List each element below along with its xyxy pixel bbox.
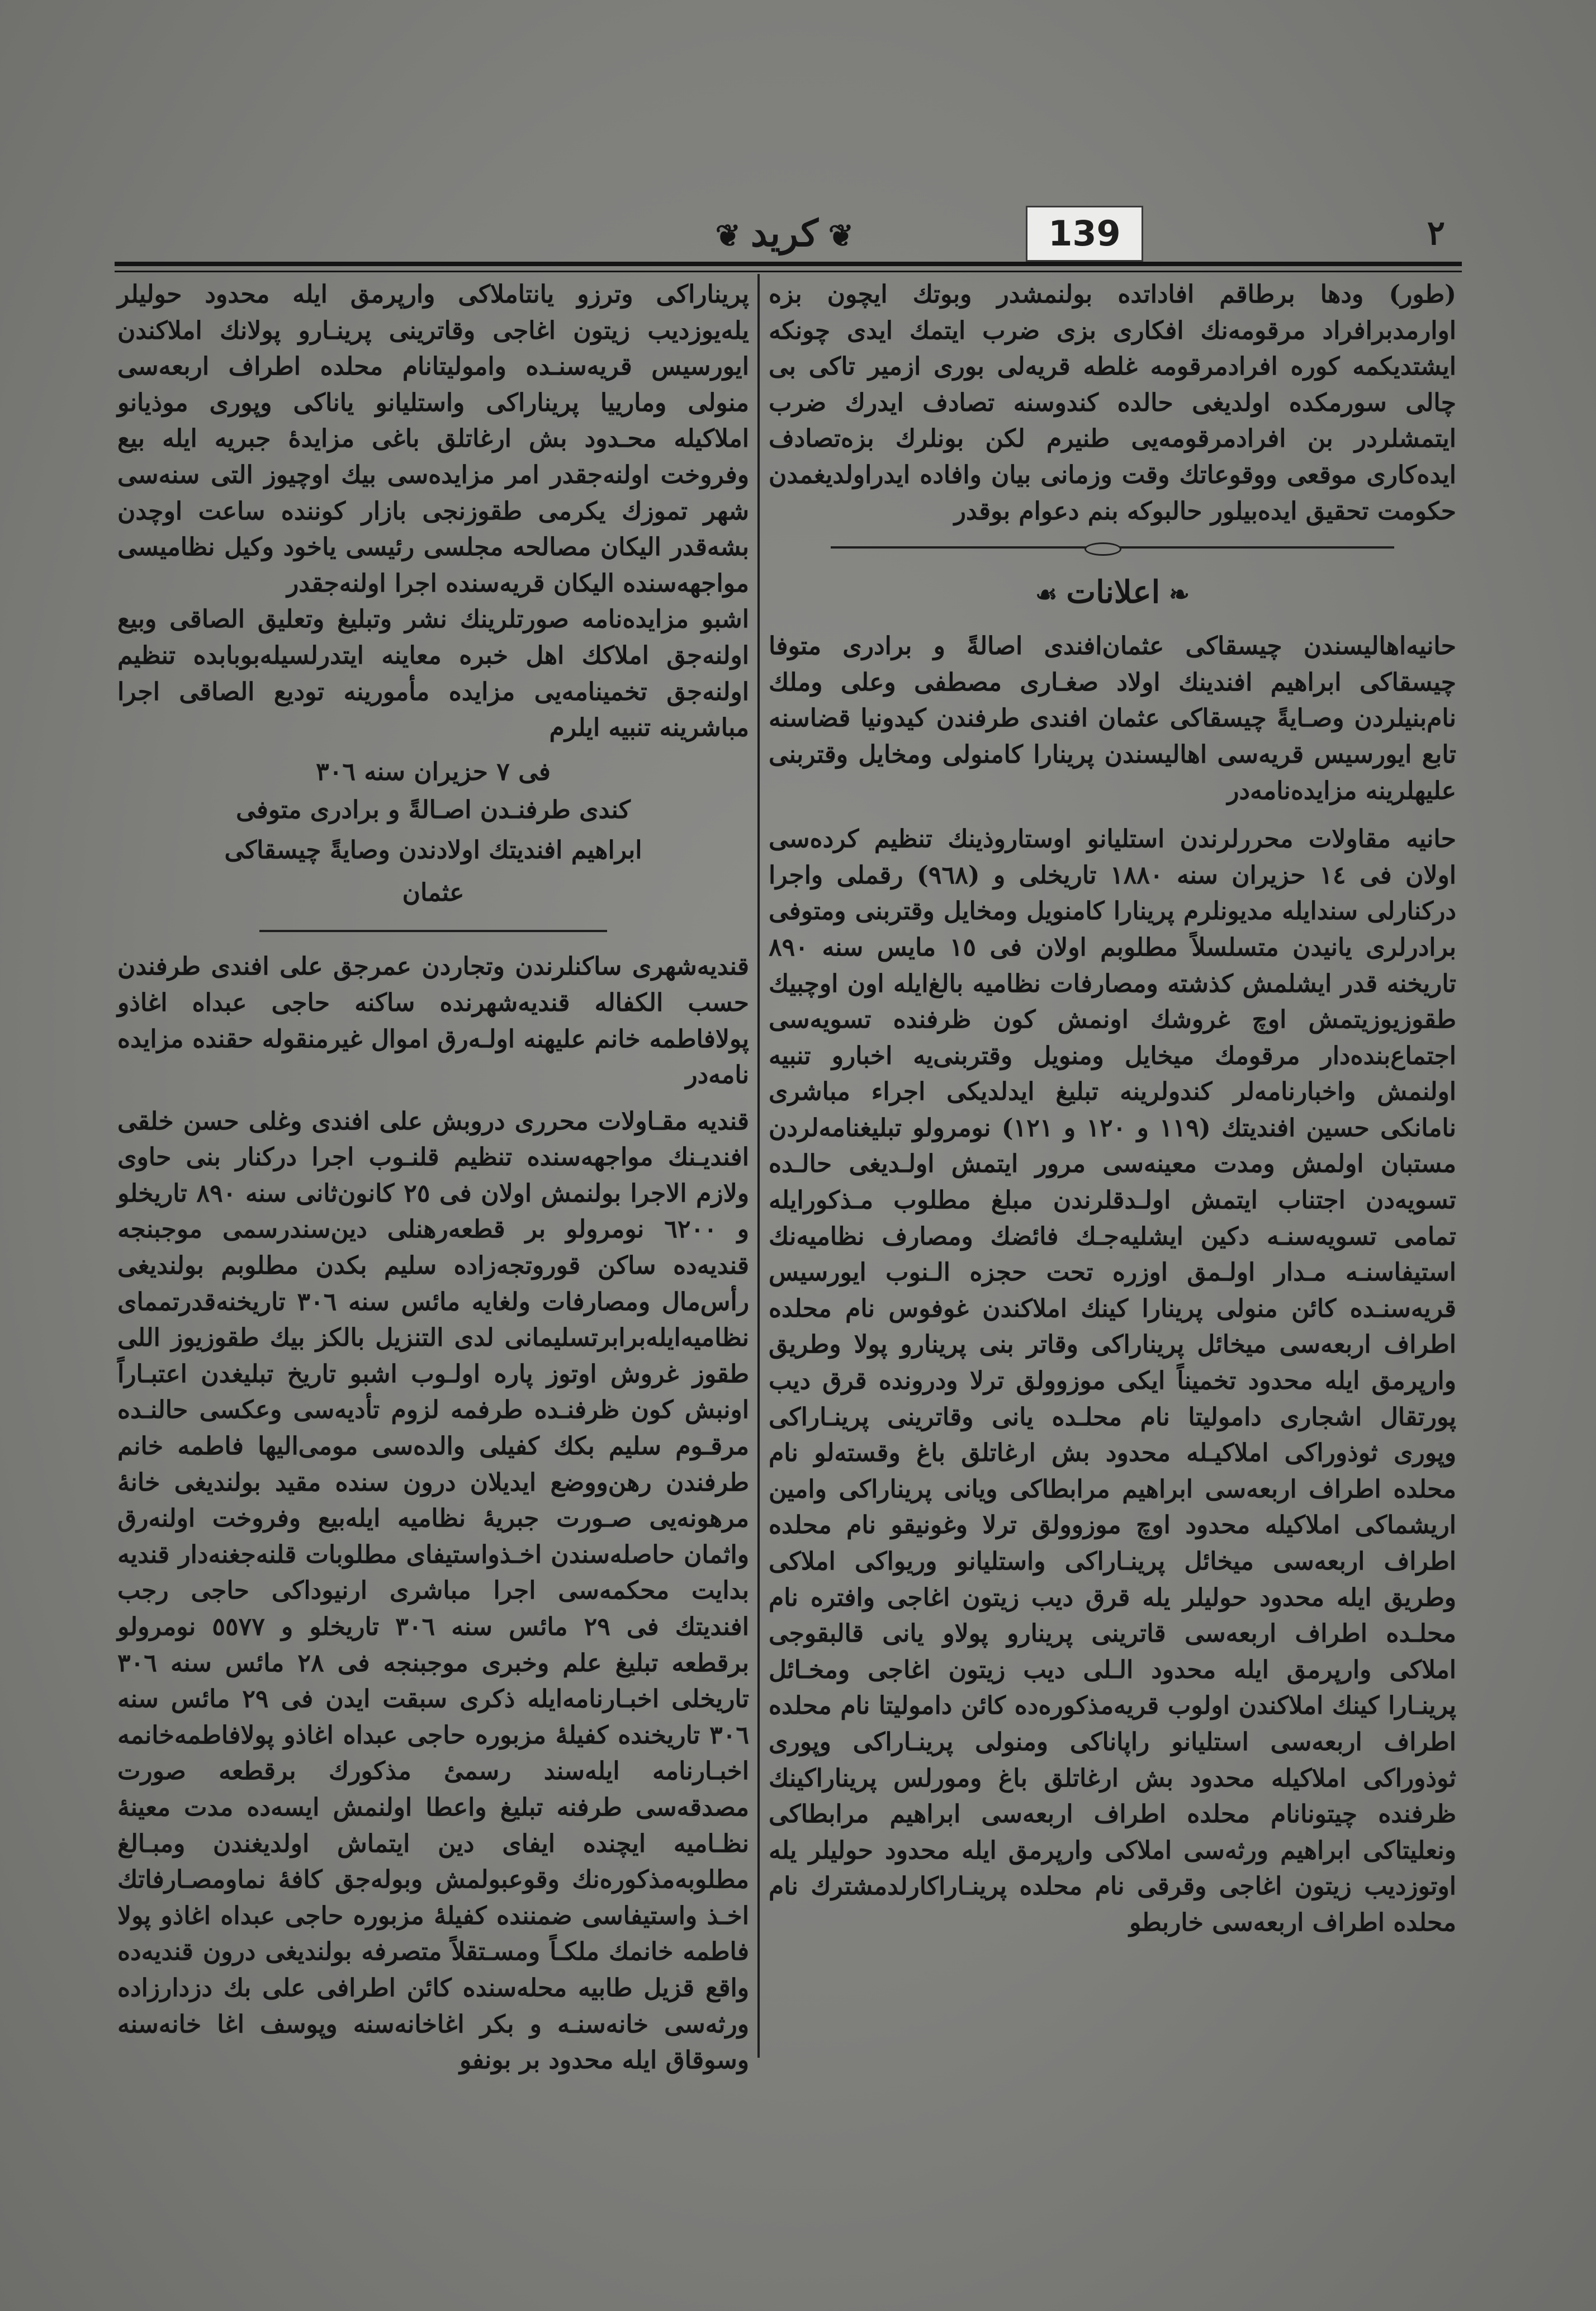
continuation-paragraph: پريناراكى وترزو يانتاملاكى وارپرمق ايله محدود حوليلر يله‌يوزديب زيتون اغاجى وقاترينى پرينـارو پولانك املاكندن ايورسيس قريه‌سنـده واموليتانام محلده اطراف اربعه‌سى منولى ومارييا پريناراكى واستليانو ياناكى وپورى موذيانو املاكيله محـدود بش ارغاتلق باغى مزايدهٔ جبريه ايله بيع وفروخت اولنه‌جقدر امر مزايده‌سى بيك اوچيوز التى سنه‌سى شهر تموزك يكرمى طقوزنجى بازار كوننده ساعت اوچدن بشه‌قدر اليكان مصالحه مجلسى رئيسى ياخود وكيل نظاميسى مواجهه‌سنده اليكان قريه‌سنده اجرا اولنه‌جقدر: [117, 280, 749, 598]
column-divider: [757, 274, 760, 2058]
date-line: فى ٧ حزيران سنه ٣٠٦: [316, 757, 551, 786]
masthead-ornament-left-icon: ❦: [715, 218, 741, 253]
signature-line-1: كندى طرفنـدن اصـالةً و برادرى متوفى: [236, 796, 631, 825]
header-rule-thin: [115, 271, 1462, 272]
header-rule: [115, 262, 1462, 266]
announcements-title-text: اعلانات: [1066, 574, 1161, 611]
second-notice-body: قنديه مقـاولات محررى دروبش على افندى وغلى حسن خلقى افنديـنك مواجهه‌سنده تنظيم قلنـوب اجرا دركنار بنى حاوى ولازم الاجرا بولنمش اولان فى ٢٥ كانون‌ثانى سنه ٨٩٠ تاريخلو و ٦٢٠٠ نومرولو بر قطعه‌رهنلى دين‌سندرسمى موجبنجه قنديه‌ده ساكن قوروتجه‌زاده سليم بكدن مطلوبم بولنديغى رأس‌مال ومصارفات ولغايه مائس سنه ٣٠٦ تاريخنه‌قدرتمماى نظاميه‌ايله‌برابرتسليمانى لدى التنزيل بالكز بيك طقوزيوز اللى طقوز غروش اوتوز پاره اولـوب اشبو تاريخ تبليغدن اعتبـاراً اونبش كون ظرفنـده طرفمه لزوم تأديه‌سى وعكسى حالنـده مرقـوم سليم بكك كفيلى والده‌سى مومى‌اليها فاطمه خانم طرفندن رهن‌ووضع ايديلان درون سنده مقيد بولنديغى خانهٔ مرهونه‌يى صـورت جبريهٔ نظاميه ايله‌بيع وفروخت اولنه‌رق واثمان حاصله‌سندن اخـذواستيفاى مطلوبات قلنه‌جغنه‌دار قنديه بدايت محكمه‌سى اجرا مباشرى ارنيوداكى حاجى رجب افنديتك فى ٢٩ مائس سنه ٣٠٦ تاريخلو و ٥٥٧٧ نومرولو برقطعه تبليغ علم وخبرى موجبنجه فى ٢٨ مائس سنه ٣٠٦ تاريخلى اخبـارنامه‌ايله ذكرى سبقت ايدن فى ٢٩ مائس سنه ٣٠٦ تاريخنده كفيلهٔ مزبوره حاجى عبداه اغاذو پولافاطمه‌خانمه اخبـارنامه ايله‌سند رسمىٔ مذكورك برقطعه صورت مصدقه‌سى طرفنه تبليغ واعطا اولنمش ايسه‌ده مدت معينهٔ نظـاميه ايچنده ايفاى دين ايتماش اولديغندن ومبـالغ مطلوبه‌مذكوره‌نك وقوعبولمش وبوله‌جق كافهٔ نماومصـارفاتك اخـذ واستيفاسى ضمننده كفيلهٔ مزبوره حاجى عبداه اغاذو پولا فاطمه خانمك ملكـاً ومسـتقلاً متصرفه بولنديغى درون قنديه‌ده واقع قزيل طابيه محله‌سنده كائن اطرافى على بك دزدارزاده ورثه‌سى خانه‌سنـه و بكر اغاخانه‌سنه وپوسف اغا خانه‌سنه وسوقاق ايله محدود بر بونفو: [117, 1107, 750, 2075]
announcement-heading: حانيه‌اهاليسندن چيسقاكى عثمان‌افندى اصالةً و برادرى متوفا چيسقاكى ابراهيم افندينك اولاد صغـارى مصطفى وعلى وملك نام‌بنيلردن وصـايةً چيسقاكى عثمان افندى طرفندن كيدونيا قضاسنه تابع ايورسيس قريه‌سى اهاليسندن پرينارا كامنولى ومخايل وقتربنى عليهلرينه مزايده‌نامه‌در: [769, 632, 1456, 805]
second-notice-heading: قنديه‌شهرى ساكنلرندن وتجاردن عمرجق على افندى طرفندن حسب الكفاله قنديه‌شهرنده ساكنه حاجى عبداه اغاذو پولافاطمه خانم عليهنه اولـه‌رق اموال غيرمنقوله حقنده مزايده نامه‌در: [117, 952, 749, 1090]
masthead: [705, 211, 864, 255]
intro-paragraph: (طور) ودها برطاقم افاداتده بولنمشدر وبوتك ايچون بزه اوارمدبرافراد مرقومه‌نك افكارى بزى ضرب ايتمك ايدى چونكه ايشتديكمه كوره افرادمرقومه غلطه قريه‌لى بورى ازمير تاكى بى چالى سورمكده اولديغى حالده كندوسنه تصادف ايدرك ضرب ايتمشلردر بن افرادمرقومه‌يى طنيرم لكن بونلرك بزه‌تصادف ايده‌كارى موقعى ووقوعاتك وقت وزمانى بيان وافاده ايدراولديغمدن حكومت تحقيق ايده‌بيلور حالبوكه بنم دعوام بوقدر: [769, 280, 1456, 526]
masthead-ornament-right-icon: ❦: [828, 218, 854, 253]
notice-paragraph: اشبو مزايده‌نامه صورتلرينك نشر وتبليغ وتعليق الصاقى وبيع اولنه‌جق املاكك اهل خبره معاينه ايتدرلسيله‌بوبابده تنظيم اولنه‌جق تخمينامه‌يى مزايده مأمورينه توديع الصاقى اجرا مباشرينه تنبيه ايلرم: [117, 605, 749, 743]
signature-name: عثمان: [402, 878, 465, 908]
title-ornament-right-icon: ❧: [1169, 580, 1190, 609]
left-column: [117, 277, 749, 2079]
masthead-title: كريد: [750, 211, 818, 255]
section-separator: [831, 546, 1395, 549]
right-column: [769, 277, 1456, 1941]
page-number: ٢: [1427, 214, 1445, 253]
signature-line-2: ابراهيم افنديتك اولادندن وصايةً چيسقاكى: [224, 836, 642, 865]
announcements-title: [769, 564, 1456, 623]
notice-separator: [259, 930, 607, 932]
archive-stamp: 139: [1026, 206, 1143, 262]
page-header: [115, 201, 1456, 263]
title-ornament-left-icon: ☙: [1035, 580, 1058, 609]
announcement-body: حانيه مقاولات محررلرندن استليانو اوستاروذينك تنظيم كرده‌سى اولان فى ١٤ حزيران سنه ١٨٨٠ تاريخلى و (٩٦٨) رقملى واجرا دركنارلى سندايله مديونلرم پرينارا كامنويل ومخايل وقتربنى ومتوفى برادرلرى يانيدن متسلسلاً مطلوبم اولان فى ١٥ مايس سنه ٨٩٠ تاريخنه قدر ايشلمش كذشته ومصارفات نظاميه بالغ‌ايله اون اوچبيك طقوزيوزيتمش اوچ غروشك اونمش كون ظرفنده تسويه‌سى اجتماع‌بنده‌دار مرقومك ميخايل ومنويل وقتربنى‌يه اخبارو تنبيه اولنمش واخبارنامه‌لر كندولرينه تبليغ ايدلديكى اجراء مباشرى نامانكى حسين افنديتك (١١٩ و ١٢٠ و ١٢١) نومرولو تبليغنامه‌لردن مستبان اولمش ومدت معينه‌سى مرور ايتمش اولـديغى حالـده تسويه‌دن اجتناب ايتمش اولـدقلرندن مبلغ مطلوب مـذكورايله تمامى تسويه‌سنـه دكين ايشليه‌جـك فائضك ومصارف نظاميه‌نك استيفاسنـه مـدار اولـمق اوزره تحت حجزه الـنوب ايورسيس قريه‌سنـده كائن منولى پرينارا كينك املاكندن غوفوس نام محلده اطراف اربعه‌سى ميخائل پريناراكى وقاتر بنى پرينارو پولا وطريق وارپرمق ايله محدود تخميناً ايكى موزوولق ترلا ودرونده قرق ديب پورتقال اشجارى داموليتا نام محلـده يانى وقاترينى پرينـاراكى وپورى ثوذوراكى املاكيـله محدود بش ارغاتلق باغ وقسته‌لو نام محلده اطراف اربعه‌سى ابراهيم مرابطاكى ويانى پريناراكى وامين اريشماكى املاكيله محدود اوچ موزوولق ترلا وغونيقو نام محلده اطراف اربعه‌سى ميخائل پرينـاراكى واستليانو وريواكى املاكى وطريق ايله محدود حوليلر يله قرق ديب زيتون اغاجى وافتره نام محلـده اطراف اربعه‌سى قاترينى پرينارو پولاو يانى قالبقوجى املاكى وارپرمق ايله محدود الـلى ديب زيتون اغاجى ومخـائل پرينـارا كينك املاكندن اولوب قريه‌مذكوره‌ده كائن داموليتا نام محلده اطراف اربعه‌سى استليانو راپاناكى ومنولى پرينـاراكى وپورى ثوذوراكى املاكيله محدود بش ارغاتلق باغ ومورلس پريناراكينك ظرفنده چيتونانام محلده اطراف اربعه‌سى ابراهيم مرابطاكى ونعليتاكى ابراهيم ورثه‌سى املاكى وارپرمق ايله محدود حوليلر يله اوتوزديب زيتون اغاجى وقرقى نام محلده پرينـاراكارلدمشترك نام محلده اطراف اربعه‌سى خاربطو: [769, 825, 1457, 1937]
